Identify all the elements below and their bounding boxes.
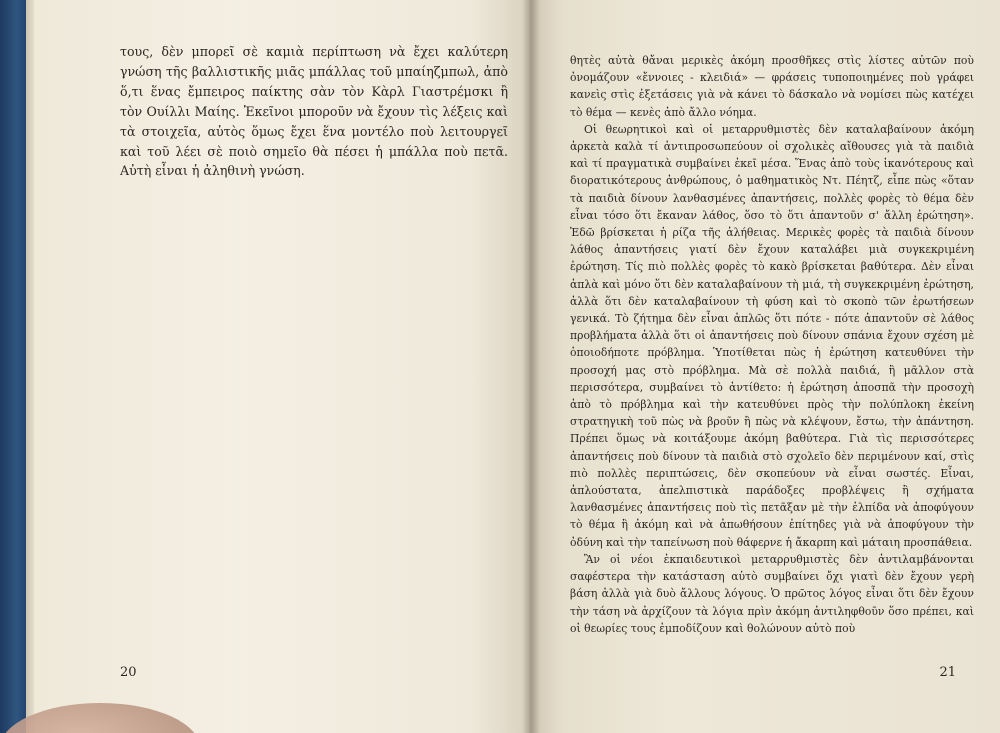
- book-gutter: [522, 0, 540, 733]
- left-page-text: [120, 42, 508, 181]
- paragraph: τους, δὲν μπορεῖ σὲ καμιὰ περίπτωση νὰ ἔχει καλύτερη γνώση τῆς βαλλιστικῆς μιᾶς μπάλλας τοῦ μπαίηζμπωλ, ἀπὸ ὅ,τι ἕνας ἔμπειρος παίκτης σὰν τὸν Κὰρλ Γιαστρέμσκι ἢ τὸν Ουίλλι Μαίης. Ἐκεῖνοι μποροῦν νὰ ἔχουν τὶς λέξεις καὶ τὰ στοιχεῖα, αὐτὸς ὅμως ἔχει ἕνα μοντέλο ποὺ λειτουργεῖ καὶ τοῦ λέει σὲ ποιὸ σημεῖο θὰ πέσει ἡ μπάλλα ποὺ πετᾶ. Αὐτὴ εἶναι ἡ ἀληθινὴ γνώση.: [120, 44, 508, 179]
- paragraph: θητὲς αὐτὰ θἄναι μερικὲς ἀκόμη προσθῆκες στὶς λίστες αὐτῶν ποὺ ὀνομάζουν «ἔννοιες - κλειδιά» — φράσεις τυποποιημένες ποὺ γράφει κανεὶς στὶς ἐξετάσεις γιὰ νὰ κάνει τὸ δάσκαλο νὰ νομίσει πὼς κατέχει τὸ θέμα — κενὲς ἀπὸ ἄλλο νόημα.: [570, 54, 974, 119]
- paragraph: Οἱ θεωρητικοὶ καὶ οἱ μεταρρυθμιστὲς δὲν καταλαβαίνουν ἀκόμη ἀρκετὰ καλὰ τί ἀντιπροσωπεύουν οἱ σχολικὲς αἴθουσες γιὰ τὰ παιδιὰ καὶ τί πραγματικὰ συμβαίνει ἐκεῖ μέσα. Ἕνας ἀπὸ τοὺς ἱκανότερους καὶ διορατικότερους ἀνθρώπους, ὁ μαθηματικὸς Ντ. Πέητζ, εἶπε πὼς «ὅταν τὰ παιδιὰ δίνουν λανθασμένες ἀπαντήσεις, πολλὲς φορὲς τὸ θέμα δὲν εἶναι τόσο ὅτι ἔκαναν λάθος, ὅσο τὸ ὅτι ἀπαντοῦν σ' ἄλλη ἐρώτηση». Ἐδῶ βρίσκεται ἡ ρίζα τῆς ἀλήθειας. Μερικὲς φορὲς τὰ παιδιὰ δίνουν λάθος ἀπαντήσεις γιατί δὲν ἔχουν καταλάβει μιὰ συγκεκριμένη ἐρώτηση. Τίς πιὸ πολλὲς φορὲς τὸ κακὸ βρίσκεται βαθύτερα. Δὲν εἶναι ἁπλὰ καὶ μόνο ὅτι δὲν καταλαβαίνουν τὴ μιά, τὴ συγκεκριμένη ἐρώτηση, ἀλλὰ ὅτι δὲν καταλαβαίνουν τὴ φύση καὶ τὸ σκοπὸ τῶν ἐρωτήσεων γενικά. Τὸ ζήτημα δὲν εἶναι ἁπλῶς ὅτι πότε - πότε ἀπαντοῦν σὲ λάθος προβλήματα ἀλλὰ ὅτι οἱ ἀπαντήσεις ποὺ δίνουν σπάνια ἔχουν σχέση μὲ ὁποιοδήποτε πρόβλημα. Ὑποτίθεται πὼς ἡ ἐρώτηση κατευθύνει τὴν προσοχή μας στὸ πρόβλημα. Μὰ σὲ πολλὰ παιδιά, ἢ μᾶλλον στὰ περισσότερα, συμβαίνει τὸ ἀντίθετο: ἡ ἐρώτηση ἀποσπᾶ τὴν προσοχὴ ἀπὸ τὸ πρόβλημα καὶ τὴν κατευθύνει πρὸς τὴν πολύπλοκη ἐκείνη στρατηγικὴ τοῦ πὼς νὰ βροῦν ἢ πὼς νὰ κλέψουν, ἔστω, τὴν ἀπάντηση. Πρέπει ὅμως νὰ κοιτάξουμε ἀκόμη βαθύτερα. Γιὰ τὶς περισσότερες ἀπαντήσεις ποὺ δίνουν τὰ παιδιὰ στὸ σχολεῖο δὲν περιμένουν καί, στὶς πιὸ πολλὲς περιπτώσεις, δὲν σκοπεύουν νὰ εἶναι σωστές. Εἶναι, ἁπλούστατα, ἀπελπιστικὰ παράδοξες προβλέψεις ἢ σχήματα λανθασμένες ἀπαντήσεις ποὺ τὶς πετᾶξαν μὲ τὴν ἐλπίδα νὰ ἀποφύγουν τὸ θέμα ἢ ἀκόμη καὶ νὰ ἀπωθήσουν ἐπίτηδες γιὰ νὰ ἀποφύγουν τὴν ὀδύνη καὶ τὴν ταπείνωση ποὺ θάφερνε ἡ ἄκαρπη καὶ μάταιη προσπάθεια.: [570, 122, 974, 549]
- left-page-number: 20: [120, 665, 137, 680]
- right-page-text: [570, 52, 974, 637]
- right-page-number: 21: [939, 665, 956, 680]
- paragraph: Ἂν οἱ νέοι ἐκπαιδευτικοὶ μεταρρυθμιστὲς δὲν ἀντιλαμβάνονται σαφέστερα τὴν κατάσταση αὐτὸ συμβαίνει ὄχι γιατὶ δὲν ἔχουν γερὴ βάση ἀλλὰ γιὰ δυὸ ἄλλους λόγους. Ὁ πρῶτος λόγος εἶναι ὅτι δὲν ἔχουν τὴν τάση νὰ ἀρχίζουν τὰ λόγια πρὶν ἀκόμη ἀντιληφθοῦν ὅσο πρέπει, καὶ οἱ θεωρίες τους ἐμποδίζουν καὶ θολώνουν αὐτὸ ποὺ: [570, 552, 974, 635]
- right-page: [530, 0, 1000, 733]
- left-page: [34, 0, 530, 733]
